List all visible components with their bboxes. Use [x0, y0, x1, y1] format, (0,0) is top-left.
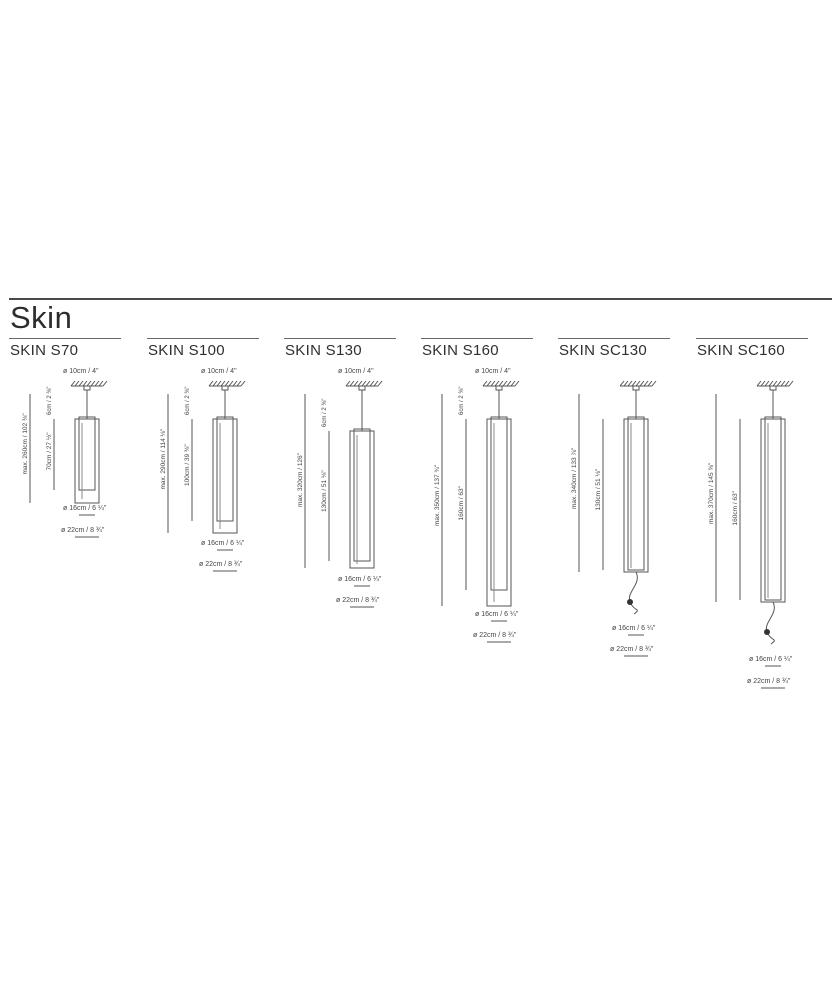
ceiling-hatch — [648, 381, 652, 386]
model-name-s100: SKIN S100 — [148, 342, 225, 359]
ceiling-hatch — [777, 381, 781, 386]
cable-plug — [764, 629, 770, 635]
ceiling-hatch — [636, 381, 640, 386]
max-height-label: max. 260cm / 102 ⅜" — [22, 413, 29, 475]
inner-tube — [765, 417, 781, 600]
ceiling-hatch — [624, 381, 628, 386]
model-name-s160: SKIN S160 — [422, 342, 499, 359]
tube-length-label: 100cm / 39 ⅜" — [184, 444, 191, 486]
canopy-diameter-label: ø 10cm / 4" — [338, 368, 374, 375]
outer-diameter-label: ø 22cm / 8 ¾" — [610, 646, 654, 653]
inner-diameter-label: ø 16cm / 6 ¼" — [338, 576, 382, 583]
page-title: Skin — [10, 300, 73, 335]
ceiling-hatch — [785, 381, 789, 386]
canopy-diameter-label: ø 10cm / 4" — [201, 368, 237, 375]
ceiling-hatch — [620, 381, 624, 386]
ceiling-hatch — [769, 381, 773, 386]
tube-length-label: 160cm / 63" — [732, 491, 739, 526]
canopy — [84, 386, 90, 390]
ceiling-hatch — [761, 381, 765, 386]
max-height-label: max. 350cm / 137 ¾" — [434, 464, 441, 526]
tube-length-label: 130cm / 51 ⅛" — [595, 468, 602, 511]
outer-diameter-label: ø 22cm / 8 ¾" — [747, 678, 791, 685]
inner-tube — [79, 417, 95, 490]
canopy — [633, 386, 639, 390]
canopy-gap-label: 6cm / 2 ⅜" — [459, 386, 465, 415]
tube-length-label: 160cm / 63" — [458, 486, 465, 521]
ceiling-hatch — [71, 381, 75, 386]
model-name-s130: SKIN S130 — [285, 342, 362, 359]
model-name-sc130: SKIN SC130 — [559, 342, 648, 359]
ceiling-hatch — [83, 381, 87, 386]
ceiling-hatch — [79, 381, 83, 386]
ceiling-hatch — [507, 381, 511, 386]
ceiling-hatch — [370, 381, 374, 386]
ceiling-hatch — [632, 381, 636, 386]
ceiling-hatch — [217, 381, 221, 386]
ceiling-hatch — [483, 381, 487, 386]
ceiling-hatch — [346, 381, 350, 386]
canopy — [770, 386, 776, 390]
ceiling-hatch — [103, 381, 107, 386]
ceiling-hatch — [366, 381, 370, 386]
outer-diameter-label: ø 22cm / 8 ¾" — [61, 527, 105, 534]
tube-length-label: 70cm / 27 ½" — [46, 432, 53, 471]
ceiling-hatch — [503, 381, 507, 386]
max-height-label: max. 370cm / 145 ⅝" — [708, 462, 715, 524]
outer-diameter-label: ø 22cm / 8 ¾" — [473, 632, 517, 639]
power-cable — [766, 602, 774, 644]
model-name-s70: SKIN S70 — [10, 342, 79, 359]
ceiling-hatch — [237, 381, 241, 386]
ceiling-hatch — [91, 381, 95, 386]
cable-plug — [627, 599, 633, 605]
canopy-gap-label: 6cm / 2 ⅜" — [47, 386, 53, 415]
ceiling-hatch — [75, 381, 79, 386]
ceiling-hatch — [354, 381, 358, 386]
ceiling-hatch — [95, 381, 99, 386]
ceiling-hatch — [378, 381, 382, 386]
canopy-gap-label: 6cm / 2 ⅜" — [185, 386, 191, 415]
inner-tube — [217, 417, 233, 521]
ceiling-hatch — [765, 381, 769, 386]
canopy-diameter-label: ø 10cm / 4" — [63, 368, 99, 375]
ceiling-hatch — [499, 381, 503, 386]
ceiling-hatch — [225, 381, 229, 386]
ceiling-hatch — [511, 381, 515, 386]
ceiling-hatch — [87, 381, 91, 386]
ceiling-hatch — [773, 381, 777, 386]
max-height-label: max. 290cm / 114 ⅛" — [160, 428, 167, 490]
ceiling-hatch — [652, 381, 656, 386]
ceiling-hatch — [495, 381, 499, 386]
ceiling-hatch — [233, 381, 237, 386]
ceiling-hatch — [241, 381, 245, 386]
canopy-gap-label: 6cm / 2 ⅜" — [322, 398, 328, 427]
ceiling-hatch — [350, 381, 354, 386]
canopy — [222, 386, 228, 390]
ceiling-hatch — [628, 381, 632, 386]
canopy — [496, 386, 502, 390]
ceiling-hatch — [644, 381, 648, 386]
inner-diameter-label: ø 16cm / 6 ¼" — [749, 656, 793, 663]
canopy-diameter-label: ø 10cm / 4" — [475, 368, 511, 375]
ceiling-hatch — [99, 381, 103, 386]
inner-tube — [491, 417, 507, 590]
inner-diameter-label: ø 16cm / 6 ¼" — [612, 625, 656, 632]
tube-length-label: 130cm / 51 ⅛" — [321, 470, 328, 512]
outer-diameter-label: ø 22cm / 8 ¾" — [336, 597, 380, 604]
ceiling-hatch — [358, 381, 362, 386]
ceiling-hatch — [362, 381, 366, 386]
ceiling-hatch — [781, 381, 785, 386]
inner-tube — [628, 417, 644, 570]
ceiling-hatch — [491, 381, 495, 386]
canopy — [359, 386, 365, 390]
max-height-label: max. 340cm / 133 ⅞" — [571, 447, 578, 509]
ceiling-hatch — [757, 381, 761, 386]
ceiling-hatch — [487, 381, 491, 386]
ceiling-hatch — [789, 381, 793, 386]
max-height-label: max. 320cm / 126" — [297, 453, 304, 507]
ceiling-hatch — [213, 381, 217, 386]
ceiling-hatch — [374, 381, 378, 386]
model-name-sc160: SKIN SC160 — [697, 342, 786, 359]
ceiling-hatch — [209, 381, 213, 386]
ceiling-hatch — [229, 381, 233, 386]
inner-diameter-label: ø 16cm / 6 ¼" — [201, 540, 245, 547]
ceiling-hatch — [221, 381, 225, 386]
outer-diameter-label: ø 22cm / 8 ¾" — [199, 561, 243, 568]
ceiling-hatch — [515, 381, 519, 386]
power-cable — [629, 572, 637, 614]
inner-diameter-label: ø 16cm / 6 ¼" — [475, 611, 519, 618]
inner-diameter-label: ø 16cm / 6 ¼" — [63, 505, 107, 512]
ceiling-hatch — [640, 381, 644, 386]
inner-tube — [354, 429, 370, 561]
